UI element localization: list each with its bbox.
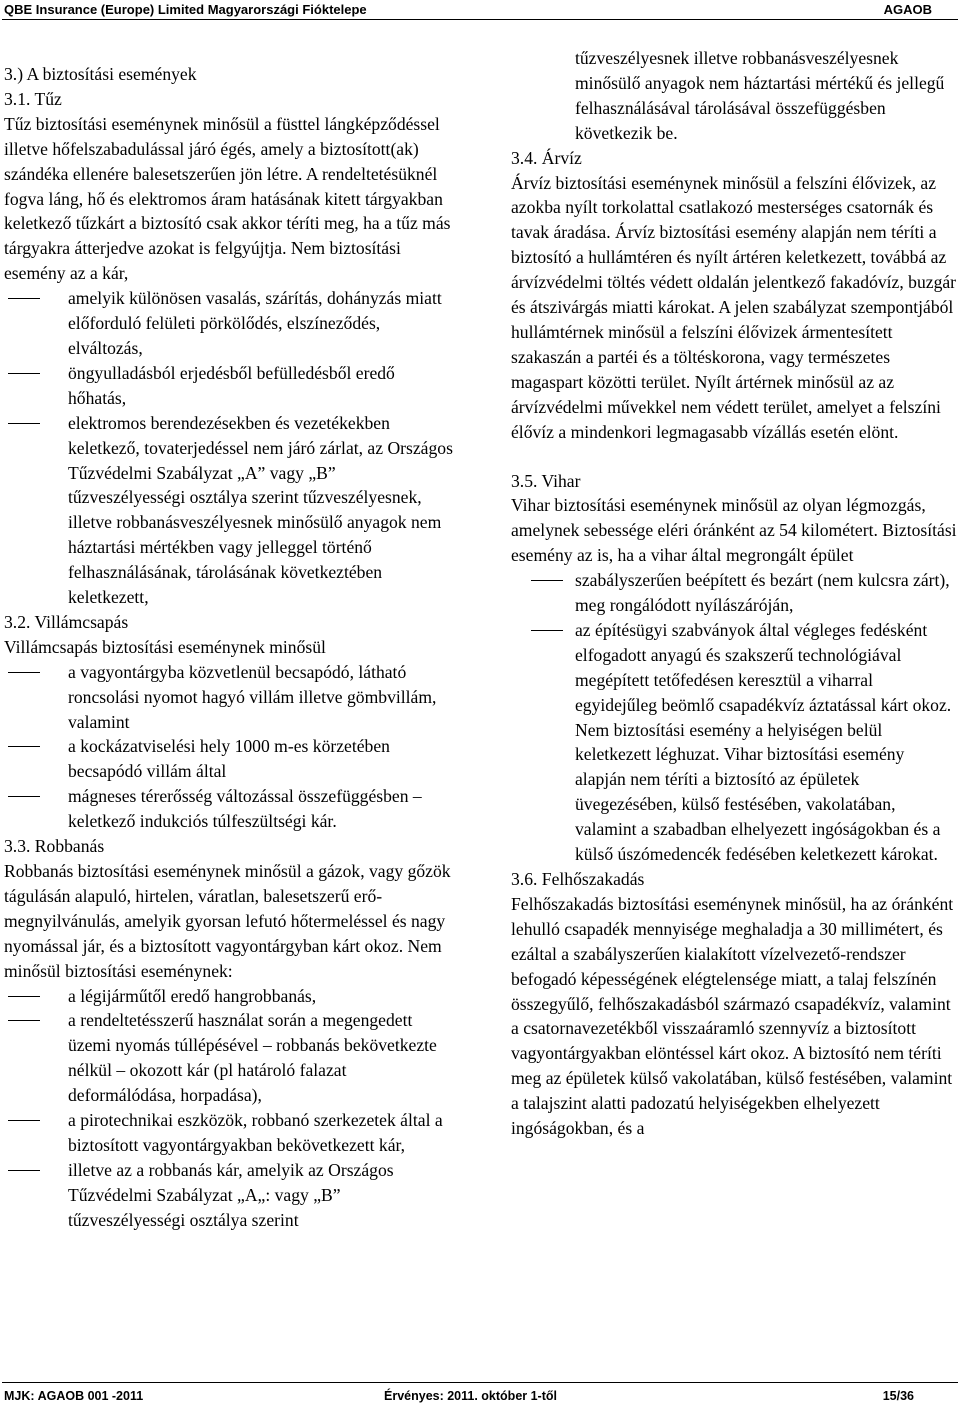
list-item: a kockázatviselési hely 1000 m-es körzetében becsapódó villám által (4, 734, 454, 784)
page-number: 15/36 (882, 1389, 914, 1403)
subsection-heading-fire: 3.1. Tűz (4, 88, 62, 109)
document-code: AGAOB (883, 2, 932, 17)
list-item: mágneses térerősség változással összefüggésben – keletkező indukciós túlfeszültségi kár. (4, 784, 454, 834)
list-item: az építésügyi szabványok által végleges fedésként elfogadott anyagú és szakszerű technológiával megépített tetőfedésen keresztül a viharral egyidejűleg beömlő csapadékvíz áztatással kárt okoz. Nem biztosítási esemény a helyiségen belül keletkezett léghuzat. Vihar biztosítási esemény alapján nem téríti a biztosító az épületek üvegezésében, külső festésében, vakolatában, valamint a szabadban elhelyezett ingóságokban és a külső úszómedencék fedésében keletkezett károkat. (511, 618, 959, 867)
header-divider (2, 19, 958, 20)
list-item: a légijárműtől eredő hangrobbanás, (4, 984, 454, 1009)
list-item: a vagyontárgyba közvetlenül becsapódó, látható roncsolási nyomot hagyó villám illetve gömbvillám, valamint (4, 660, 454, 735)
company-name: QBE Insurance (Europe) Limited Magyarországi Fióktelepe (4, 2, 367, 17)
paragraph-explosion: Robbanás biztosítási eseménynek minősül a gázok, vagy gőzök tágulásán alapuló, hirtelen, váratlan, balesetszerű erő-megnyilvánulás, amelyik gyorsan lefutó hőtermeléssel és nagy nyomással jár, és a biztosított vagyontárgyban kárt okoz. Nem minősül biztosítási eseménynek: (4, 861, 451, 981)
paragraph-lightning: Villámcsapás biztosítási eseménynek minősül (4, 636, 326, 657)
subsection-heading-lightning: 3.2. Villámcsapás (4, 611, 129, 632)
document-id: MJK: AGAOB 001 -2011 (4, 1389, 144, 1403)
list-item: szabályszerűen beépített és bezárt (nem kulcsra zárt), meg rongálódott nyílászáróján, (511, 568, 959, 618)
list-item: elektromos berendezésekben és vezetékekben keletkező, tovaterjedéssel nem járó zárlat, az Országos Tűzvédelmi Szabályzat „A” vagy „B” tűzveszélyességi osztálya szerint tűzveszélyesnek, illetve robbanásveszélyesnek minősülő anyagok nem háztartási mértékben vagy jelleggel történő felhasználásának, tárolásának következtében keletkezett, (4, 411, 454, 610)
section-heading: 3.) A biztosítási események (4, 64, 197, 84)
list-item-continued: tűzveszélyesnek illetve robbanásveszélyesnek minősülő anyagok nem háztartási mértékű és jellegű felhasználásával tárolásával összefüggésben következik be. (575, 48, 945, 143)
list-item: öngyulladásból erjedésből befülledésből eredő hőhatás, (4, 361, 454, 411)
page-footer (0, 1383, 960, 1409)
list-item: a rendeltetésszerű használat során a megengedett üzemi nyomás túllépésével – robbanás bekövetkezte nélkül – okozott kár (pl határoló falazat deformálódása, horpadása), (4, 1008, 454, 1108)
right-column (511, 46, 959, 1141)
left-column (4, 62, 454, 1233)
list-item: illetve az a robbanás kár, amelyik az Országos Tűzvédelmi Szabályzat „A„: vagy „B” tűzveszélyességi osztálya szerint (4, 1158, 454, 1233)
list-item: amelyik különösen vasalás, szárítás, dohányzás miatt előforduló felületi pörkölődés, elszíneződés, elváltozás, (4, 286, 454, 361)
subsection-heading-explosion: 3.3. Robbanás (4, 836, 105, 857)
subsection-heading-cloudburst: 3.6. Felhőszakadás (511, 869, 645, 889)
list-item: a pirotechnikai eszközök, robbanó szerkezetek által a biztosított vagyontárgyakban bekövetkezett kár, (4, 1108, 454, 1158)
subsection-heading-storm: 3.5. Vihar (511, 470, 581, 491)
paragraph-cloudburst: Felhőszakadás biztosítási eseménynek minősül, ha az óránként lehulló csapadék mennyisége meghaladja a 30 millimétert, és ezáltal a szabályszerűen kialakított vízelvezető-rendszer befogadó képességének elégtelensége miatt, a talaj felszínén összegyűlő, felhőszakadásból származó csapadékvíz, valamint a csatornavezetékből visszaáramló szennyvíz a biztosított vagyontárgyakban elöntéssel kárt okoz. A biztosító nem téríti meg az épületek külső vakolatában, külső festésében, valamint a talajszint alatti padozatú helyiségekben elhelyezett ingóságokban, és a (511, 893, 954, 1139)
paragraph-fire: Tűz biztosítási eseménynek minősül a füsttel lángképződéssel illetve hőfelszabadulással járó égés, amely a biztosított(ak) szándéka ellenére balesetszerűen jön létre. A rendeltetésüknél fogva láng, hő és elektromos áram hatásának kitett tárgyakban keletkező tűzkárt a biztosító csak akkor téríti meg, ha a tűz más tárgyakra átterjedve azokat is felgyújtja. Nem biztosítási esemény az a kár, (4, 113, 451, 284)
validity-date: Érvényes: 2011. október 1-től (384, 1389, 557, 1403)
paragraph-storm: Vihar biztosítási eseménynek minősül az olyan légmozgás, amelynek sebessége eléri óránként az 54 kilométert. Biztosítási esemény az is, ha a vihar által megrongált épület (511, 495, 957, 566)
paragraph-flood: Árvíz biztosítási eseménynek minősül a felszíni élővizek, az azokba nyílt torkolattal csatlakozó mesterséges csatornák és tavak áradása. Árvíz biztosítási esemény alapján nem téríti a biztosító a hullámtéren és nyílt ártéren keletkezett, továbbá az árvízvédelmi töltés védett oldalán jelentkező fakadóvíz, buzgár és átszivárgás miatti károkat. A jelen szabályzat szempontjából hullámtérnek minősül a felszíni élővizek ármentesített szakaszán a partéi és a töltéskorona, vagy természetes magaspart közötti terület. Nyílt ártérnek minősül az az árvízvédelmi művekkel nem védett terület, amelyet a felszíni élővíz a mindenkori legmagasabb vízállás esetén elönt. (511, 172, 957, 442)
subsection-heading-flood: 3.4. Árvíz (511, 147, 582, 168)
spacer (511, 445, 959, 469)
